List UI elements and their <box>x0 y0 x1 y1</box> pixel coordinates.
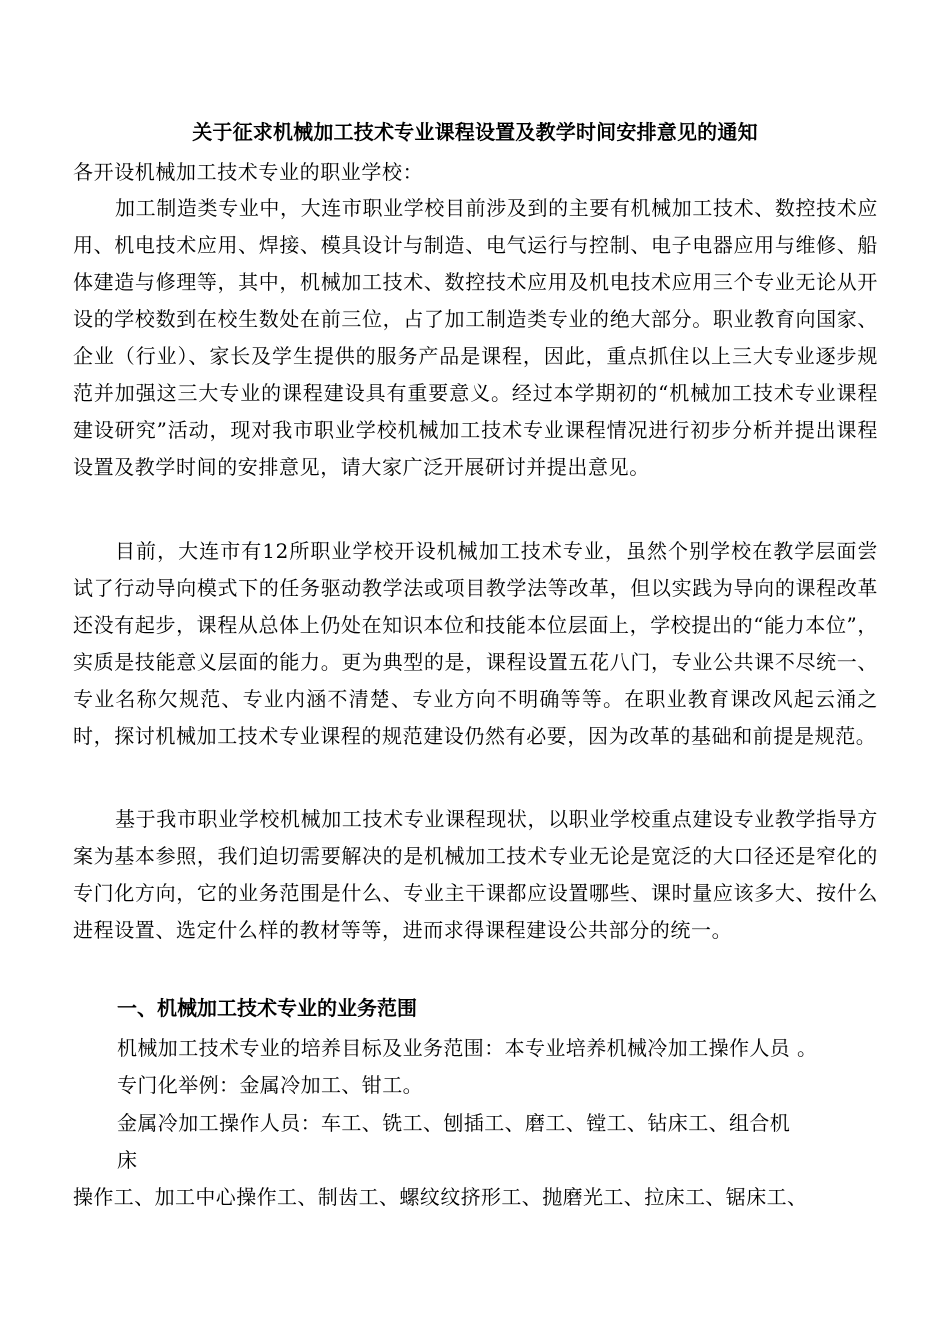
scope-line-operators-list: 操作工、加工中心操作工、制齿工、螺纹纹挤形工、抛磨光工、拉床工、锯床工、 <box>73 1185 808 1209</box>
paragraph-3: 基于我市职业学校机械加工技术专业课程现状，以职业学校重点建设专业教学指导方案为基本参照，我们迫切需要解决的是机械加工技术专业无论是宽泛的大口径还是窄化的专门化方向，它的业务范围是什么、专业主干课都应设置哪些、课时量应该多大、按什么进程设置、选定什么样的教材等等，进而求得课程建设公共部分的统一。 <box>73 807 878 942</box>
section-heading: 一、机械加工技术专业的业务范围 <box>117 996 417 1020</box>
scope-line-specialization: 专门化举例：金属冷加工、钳工。 <box>117 1073 423 1097</box>
paragraph-2: 目前，大连市有12所职业学校开设机械加工技术专业，虽然个别学校在教学层面尝试了行动导向模式下的任务驱动教学法或项目教学法等改革，但以实践为导向的课程改革还没有起步，课程从总体上仍处在知识本位和技能本位层面上，学校提出的“能力本位”，实质是技能意义层面的能力。更为典型的是，课程设置五花八门，专业公共课不尽统一、专业名称欠规范、专业内涵不清楚、专业方向不明确等等。在职业教育课改风起云涌之时，探讨机械加工技术专业课程的规范建设仍然有必要，因为改革的基础和前提是规范。 <box>73 539 878 748</box>
paragraph-1: 加工制造类专业中，大连市职业学校目前涉及到的主要有机械加工技术、数控技术应用、机电技术应用、焊接、模具设计与制造、电气运行与控制、电子电器应用与维修、船体建造与修理等，其中，机械加工技术、数控技术应用及机电技术应用三个专业无论从开设的学校数到在校生数处在前三位，占了加工制造类专业的绝大部分。职业教育向国家、企业（行业）、家长及学生提供的服务产品是课程，因此，重点抓住以上三大专业逐步规范并加强这三大专业的课程建设具有重要意义。经过本学期初的“机械加工技术专业课程建设研究”活动，现对我市职业学校机械加工技术专业课程情况进行初步分析并提出课程设置及教学时间的安排意见，请大家广泛开展研讨并提出意见。 <box>73 196 878 479</box>
document-title: 关于征求机械加工技术专业课程设置及教学时间安排意见的通知 <box>192 120 758 144</box>
scope-line-operators: 金属冷加工操作人员：车工、铣工、刨插工、磨工、镗工、钻床工、组合机 <box>117 1111 791 1135</box>
scope-line-operators-cont: 床 <box>117 1148 138 1172</box>
scope-line-training-goal: 机械加工技术专业的培养目标及业务范围：本专业培养机械冷加工操作人员 。 <box>117 1036 818 1060</box>
salutation: 各开设机械加工技术专业的职业学校： <box>73 160 424 184</box>
